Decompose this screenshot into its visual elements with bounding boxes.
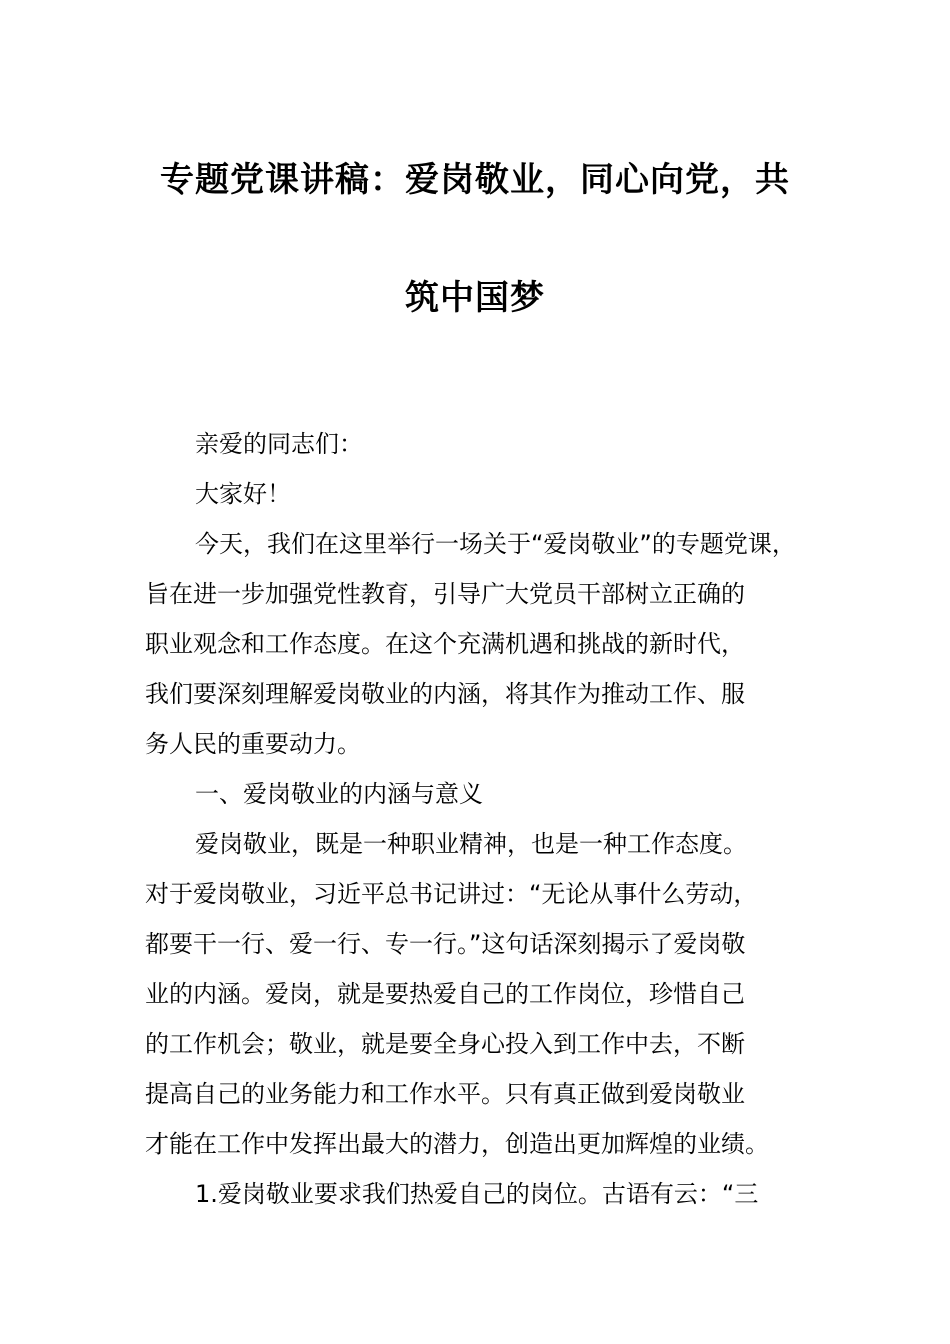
paragraph-line: 业的内涵。爱岗，就是要热爱自己的工作岗位，珍惜自己	[145, 980, 745, 1008]
list-item-line: 1.爱岗敬业要求我们热爱自己的岗位。古语有云：“三	[195, 1180, 759, 1208]
paragraph-line: 的工作机会；敬业，就是要全身心投入到工作中去，不断	[145, 1030, 745, 1058]
paragraph-line: 才能在工作中发挥出最大的潜力，创造出更加辉煌的业绩。	[145, 1130, 769, 1158]
section-heading: 一、爱岗敬业的内涵与意义	[195, 780, 483, 808]
paragraph-line: 都要干一行、爱一行、专一行。”这句话深刻揭示了爱岗敬	[145, 930, 746, 958]
paragraph-line: 对于爱岗敬业，习近平总书记讲过：“无论从事什么劳动，	[145, 880, 758, 908]
greeting-line: 亲爱的同志们：	[195, 430, 363, 458]
paragraph-line: 爱岗敬业，既是一种职业精神，也是一种工作态度。	[195, 830, 747, 858]
paragraph-line: 务人民的重要动力。	[145, 730, 361, 758]
paragraph-line: 提高自己的业务能力和工作水平。只有真正做到爱岗敬业	[145, 1080, 745, 1108]
document-title-line-2: 筑中国梦	[405, 278, 545, 318]
paragraph-line: 我们要深刻理解爱岗敬业的内涵，将其作为推动工作、服	[145, 680, 745, 708]
paragraph-line: 今天，我们在这里举行一场关于“爱岗敬业”的专题党课，	[195, 530, 796, 558]
greeting-line: 大家好！	[195, 480, 291, 508]
paragraph-line: 旨在进一步加强党性教育，引导广大党员干部树立正确的	[145, 580, 745, 608]
paragraph-line: 职业观念和工作态度。在这个充满机遇和挑战的新时代，	[145, 630, 745, 658]
document-title-line-1: 专题党课讲稿：爱岗敬业，同心向党，共	[160, 160, 790, 200]
document-body	[145, 419, 815, 1219]
